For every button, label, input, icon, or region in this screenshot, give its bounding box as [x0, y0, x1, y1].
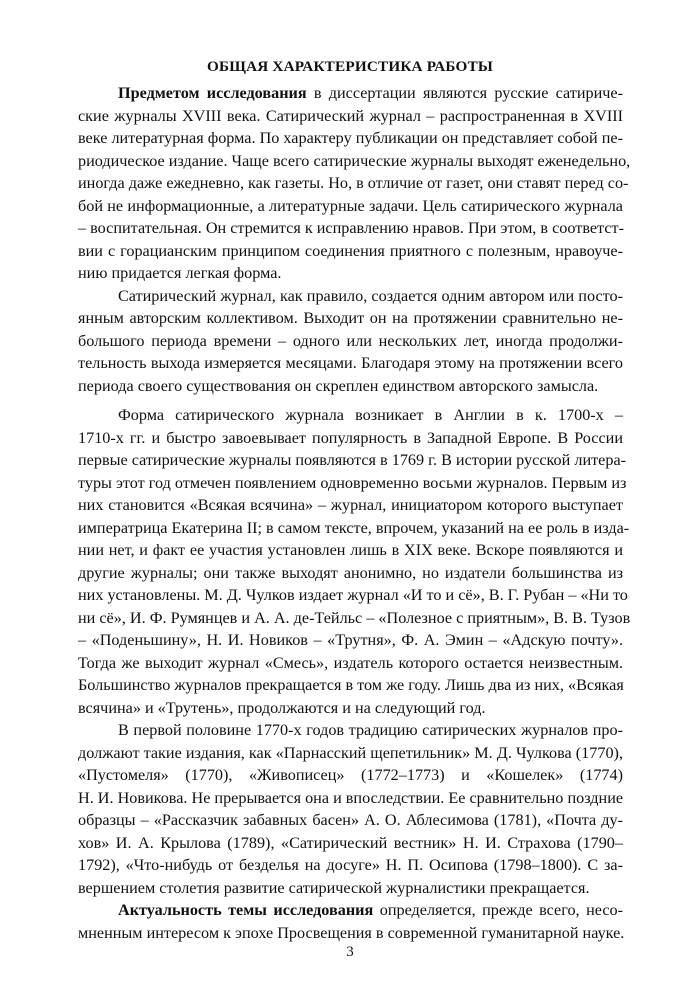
- text-line: [78, 607, 631, 630]
- line-text: бой не информационные, а литературные задачи. Цель сатирического журнала: [78, 196, 623, 215]
- text-line: [78, 899, 623, 922]
- text-line: [78, 539, 623, 562]
- text-line: [78, 697, 623, 720]
- line-text: веке литературная форма. По характеру публикации он представляет собой пе-: [78, 129, 623, 147]
- text-line: [78, 172, 629, 195]
- line-text: тельность выхода измеряется месяцами. Благодаря этому на протяжении всего: [78, 354, 623, 372]
- text-line: [78, 584, 628, 607]
- line-text: в диссертации являются русские сатириче-: [306, 84, 623, 102]
- text-line: [78, 307, 623, 330]
- text-line: [78, 262, 623, 285]
- line-text: нии нет, и факт ее участия установлен лишь в XIX веке. Вскоре появляются и: [78, 541, 623, 559]
- page-number: 3: [346, 944, 354, 960]
- text-line: [78, 472, 627, 495]
- line-text: периода своего существования он скреплен единством авторского замысла.: [78, 376, 599, 395]
- paragraph: [78, 899, 623, 944]
- paragraph: [78, 404, 631, 719]
- document-body: [78, 82, 631, 944]
- line-text: 1710-х гг. и быстро завоевывает популярность в Западной Европе. В России: [78, 428, 623, 447]
- text-line: [78, 652, 623, 675]
- text-line: [78, 330, 623, 353]
- text-line: [78, 764, 623, 787]
- line-text: 1792), «Что-нибудь от безделья на досуге» Н. П. Осипова (1798–1800). С за-: [78, 856, 623, 874]
- text-line: [78, 809, 623, 832]
- line-text: туры этот год отмечен появлением одновременно восьми журналов. Первым из: [78, 473, 627, 492]
- text-line: [78, 877, 623, 900]
- text-line: [78, 719, 623, 742]
- text-line: [78, 449, 627, 472]
- line-text: всячина» и «Трутень», продолжаются и на следующий год.: [78, 698, 486, 717]
- line-text: Н. И. Новикова. Не прерывается она и впоследствии. Ее сравнительно поздние: [78, 788, 624, 807]
- line-text: риодическое издание. Чаще всего сатирические журналы выходят еженедельно,: [78, 151, 631, 170]
- line-text: Большинство журналов прекращается в том же году. Лишь два из них, «Всякая: [78, 676, 624, 694]
- line-text: первые сатирические журналы появляются в 1769 г. В истории русской литера-: [78, 451, 627, 469]
- line-text: – «Поденьшину», Н. И. Новиков – «Трутня», Ф. А. Эмин – «Адскую почту».: [78, 631, 623, 649]
- line-text: Форма сатирического журнала возникает в Англии в к. 1700-х –: [118, 406, 623, 424]
- text-line: [78, 922, 623, 945]
- text-line: [78, 82, 623, 105]
- line-text: В первой половине 1770-х годов традицию сатирических журналов про-: [118, 721, 623, 739]
- text-line: [78, 195, 623, 218]
- text-line: [78, 352, 623, 375]
- text-line: [78, 629, 623, 652]
- line-text: янным авторским коллективом. Выходит он на протяжении сравнительно не-: [78, 309, 623, 327]
- bold-term: Предметом исследования: [118, 84, 307, 102]
- line-text: – воспитательная. Он стремится к исправлению нравов. При этом, в соответст-: [78, 219, 624, 237]
- text-line: [78, 127, 623, 150]
- line-text: ни сё», И. Ф. Румянцев и А. А. де-Тейльс – «Полезное с приятным», В. В. Тузов: [78, 608, 631, 627]
- paragraph-gap: [78, 397, 623, 404]
- line-text: мненным интересом к эпохе Просвещения в современной гуманитарной науке.: [78, 923, 625, 942]
- paragraph: [78, 82, 631, 285]
- text-line: [78, 742, 623, 765]
- line-text: ские журналы XVIII века. Сатирический журнал – распространенная в XVIII: [78, 106, 623, 125]
- text-line: [78, 562, 623, 585]
- text-line: [78, 217, 623, 240]
- line-text: должают такие издания, как «Парнасский щепетильник» М. Д. Чулкова (1770),: [78, 743, 623, 762]
- line-text: нию придается легкая форма.: [78, 264, 282, 282]
- line-text: большого периода времени – одного или нескольких лет, иногда продолжи-: [78, 331, 623, 350]
- text-line: [78, 404, 623, 427]
- line-text: Тогда же выходит журнал «Смесь», издатель которого остается неизвестным.: [78, 653, 623, 672]
- text-line: [78, 375, 623, 398]
- page-title: ОБЩАЯ ХАРАКТЕРИСТИКА РАБОТЫ: [206, 58, 494, 75]
- line-text: иногда даже ежедневно, как газеты. Но, в отличие от газет, они ставят перед со-: [78, 174, 629, 192]
- text-line: [78, 674, 623, 697]
- line-text: образцы – «Рассказчик забавных басен» А. О. Аблесимова (1781), «Почта ду-: [78, 811, 623, 829]
- line-text: «Пустомеля» (1770), «Живописец» (1772–1773) и «Кошелек» (1774): [78, 766, 623, 784]
- line-text: хов» И. А. Крылова (1789), «Сатирический вестник» Н. И. Страхова (1790–: [78, 833, 623, 852]
- line-text: Сатирический журнал, как правило, создается одним автором или посто-: [118, 286, 623, 305]
- text-line: [78, 427, 623, 450]
- line-text: них установлены. М. Д. Чулков издает журнал «И то и сё», В. Г. Рубан – «Ни то: [78, 586, 628, 604]
- line-text: определяется, прежде всего, несо-: [373, 901, 623, 919]
- text-line: [78, 240, 623, 263]
- paragraph: [78, 719, 623, 899]
- text-line: [78, 494, 623, 517]
- line-text: другие журналы; они также выходят анонимно, но издатели большинства из: [78, 563, 623, 582]
- bold-term: Актуальность темы исследования: [118, 901, 374, 919]
- line-text: вершением столетия развитие сатирической журналистики прекращается.: [78, 878, 590, 897]
- line-text: императрица Екатерина II; в самом тексте, впрочем, указаний на ее роль в изда-: [78, 518, 630, 537]
- text-line: [78, 150, 631, 173]
- line-text: вии с горацианским принципом соединения приятного с полезным, нравоуче-: [78, 241, 623, 260]
- text-line: [78, 517, 630, 540]
- text-line: [78, 832, 623, 855]
- text-line: [78, 105, 623, 128]
- text-line: [78, 787, 623, 810]
- text-line: [78, 854, 623, 877]
- text-line: [78, 285, 623, 308]
- paragraph: [78, 285, 623, 398]
- line-text: них становится «Всякая всячина» – журнал, инициатором которого выступает: [78, 496, 623, 514]
